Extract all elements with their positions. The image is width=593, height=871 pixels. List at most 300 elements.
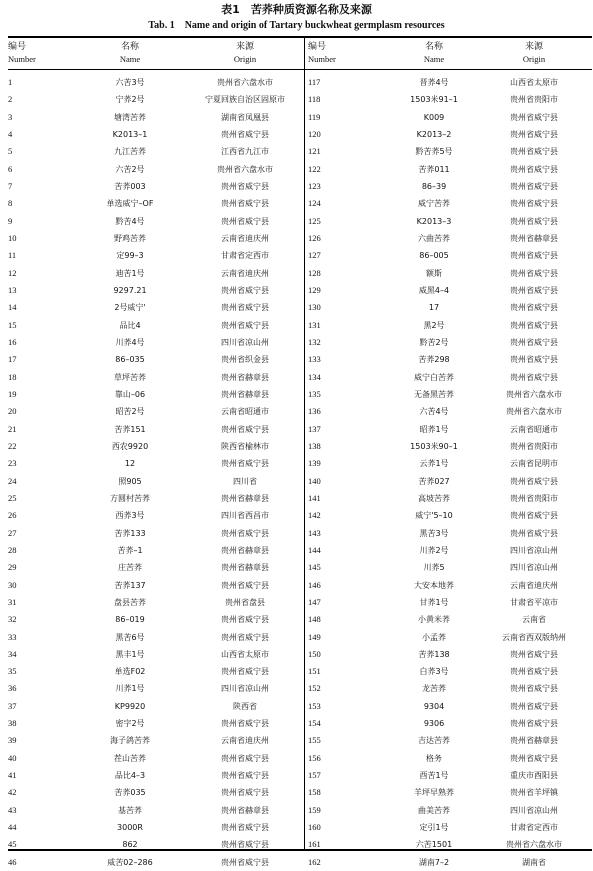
row-name: 塘湾苦荞 [114,112,146,122]
row-name: KP9920 [114,701,146,711]
row-name: 黔苦荞5号 [415,147,453,157]
row-name: 86–035 [115,355,145,365]
row-name: 盘县苦荞 [114,597,146,607]
row-number: 2 [8,94,13,105]
row-origin: 贵州省赫章县 [221,805,269,815]
row-number: 161 [308,839,321,850]
row-number: 131 [308,319,321,330]
table-row [308,178,592,195]
row-origin: 重庆市酉阳县 [510,771,558,781]
row-name: 额斯 [426,268,442,278]
table-row [308,802,592,819]
row-origin: 甘肃省定西市 [221,251,269,261]
table-row [308,74,592,91]
row-name: 六苦1501 [415,840,453,850]
table-row [308,698,592,715]
left-rows [8,74,304,871]
row-number: 35 [8,666,17,677]
row-number: 46 [8,856,17,867]
table-row [8,178,304,195]
row-origin: 贵州省威宁县 [510,753,558,763]
row-origin: 贵州省威宁县 [510,649,558,659]
row-name: 威黑4–4 [418,285,450,295]
table-row [308,646,592,663]
row-origin: 贵州省威宁县 [221,771,269,781]
row-number: 10 [8,232,17,243]
row-name: 苦荞–1 [117,545,143,555]
row-number: 140 [308,475,321,486]
table-row [308,819,592,836]
table-row [308,143,592,160]
table-row [308,213,592,230]
row-origin: 甘肃省平凉市 [510,597,558,607]
row-number: 124 [308,198,321,209]
header-name [80,41,180,65]
row-name: 86–39 [421,181,447,191]
row-origin: 贵州省威宁县 [221,285,269,295]
row-number: 156 [308,752,321,763]
row-origin: 贵州省赫章县 [510,233,558,243]
row-number: 4 [8,128,13,139]
table-row [308,230,592,247]
row-number: 162 [308,856,321,867]
row-number: 145 [308,562,321,573]
row-origin: 江西省九江市 [221,147,269,157]
table-header [308,41,592,71]
row-name: 大安本地荞 [414,580,454,590]
row-name: 甘荞1号 [419,597,449,607]
row-origin: 贵州省赫章县 [221,389,269,399]
row-name: 定引1号 [419,823,449,833]
table-row [308,629,592,646]
table-row [8,230,304,247]
header-name-en: Name [423,54,445,64]
table-row [8,317,304,334]
table-row [308,351,592,368]
row-origin: 云南省 [522,615,546,625]
row-origin: 陕西省榆林市 [221,441,269,451]
row-name: 基苦荞 [118,805,142,815]
table-row [308,455,592,472]
table-row [308,265,592,282]
row-name: 川荞1号 [115,684,145,694]
row-name: 川荞2号 [419,545,449,555]
row-number: 126 [308,232,321,243]
row-number: 135 [308,388,321,399]
row-origin: 贵州省威宁县 [510,372,558,382]
header-number-cn: 编号 [308,42,327,52]
header-origin-cn: 来源 [524,42,543,52]
row-number: 9 [8,215,13,226]
row-name: 湖南7–2 [418,857,450,867]
table-row [8,351,304,368]
table-row [8,455,304,472]
row-name: 黔苦4号 [115,216,145,226]
row-name: 六苦4号 [419,407,449,417]
row-name: 3000R [117,823,143,833]
row-name: 86–019 [115,615,145,625]
row-origin: 贵州省赫章县 [221,545,269,555]
table-row [8,819,304,836]
row-name: 野鸡苦荞 [114,233,146,243]
table-row [308,784,592,801]
table-row [8,403,304,420]
table-row [8,490,304,507]
table-row [308,282,592,299]
row-name: 羊坪早熟荞 [414,788,454,798]
row-name: 西农9920 [111,441,149,451]
row-name: 2号威宁' [114,303,146,313]
row-origin: 贵州省六盘水市 [217,164,273,174]
header-name [384,41,484,65]
row-number: 146 [308,579,321,590]
row-number: 21 [8,423,17,434]
row-name: 黔苦2号 [419,337,449,347]
row-number: 121 [308,146,321,157]
table-row [8,594,304,611]
row-name: 单选F02 [114,667,146,677]
table-row [308,767,592,784]
row-name: 黑苦3号 [419,528,449,538]
table-row [308,680,592,697]
row-name: 黑2号 [423,320,445,330]
row-number: 43 [8,804,17,815]
row-name: 云荞1号 [419,459,449,469]
table-row [308,299,592,316]
row-name: 白荞3号 [419,667,449,677]
table-row [308,317,592,334]
row-number: 36 [8,683,17,694]
row-number: 14 [8,302,17,313]
table-row [8,559,304,576]
row-number: 150 [308,648,321,659]
row-name: 昭荞1号 [419,424,449,434]
row-number: 34 [8,648,17,659]
row-origin: 贵州省赫章县 [221,493,269,503]
header-name-en: Name [119,54,141,64]
table-row [8,507,304,524]
row-name: 六苦2号 [115,164,145,174]
row-origin: 贵州省盘县 [225,597,265,607]
row-origin: 贵州省威宁县 [221,320,269,330]
row-origin: 贵州省羊坪镇 [510,788,558,798]
header-name-cn: 名称 [120,42,139,52]
row-number: 19 [8,388,17,399]
row-origin: 贵州省威宁县 [510,476,558,486]
row-number: 139 [308,458,321,469]
row-origin: 贵州省威宁县 [510,701,558,711]
row-number: 118 [308,94,321,105]
row-origin: 贵州省赫章县 [221,563,269,573]
row-name: 方圆村苦荞 [110,493,150,503]
row-origin: 四川省凉山州 [221,337,269,347]
header-origin [186,41,304,65]
row-name: 86–005 [419,251,449,261]
row-name: 迪苦1号 [115,268,145,278]
row-origin: 贵州省威宁县 [221,424,269,434]
row-number: 157 [308,770,321,781]
row-number: 154 [308,718,321,729]
row-origin: 贵州省威宁县 [510,216,558,226]
row-origin: 云南省昭通市 [221,407,269,417]
row-number: 151 [308,666,321,677]
row-number: 130 [308,302,321,313]
row-name: 晋荞4号 [419,78,449,87]
row-name: 六苦3号 [115,78,145,87]
row-number: 149 [308,631,321,642]
table-row [308,334,592,351]
row-name: 小黄米荞 [418,615,450,625]
row-number: 33 [8,631,17,642]
row-number: 134 [308,371,321,382]
header-origin-en: Origin [522,54,546,64]
row-number: 122 [308,163,321,174]
row-name: 9306 [423,719,445,729]
row-name: K2013–3 [416,216,452,226]
row-origin: 贵州省威宁县 [510,181,558,191]
row-name: 川荞5 [423,563,445,573]
row-number: 45 [8,839,17,850]
table-row [8,680,304,697]
header-number [308,41,348,65]
table-row [8,143,304,160]
row-origin: 贵州省赫章县 [510,736,558,746]
table-row [8,161,304,178]
row-origin: 贵州省威宁县 [221,788,269,798]
row-number: 133 [308,354,321,365]
row-name: 定99–3 [116,251,144,261]
row-origin: 贵州省威宁县 [510,355,558,365]
row-number: 31 [8,596,17,607]
column-divider [304,37,305,849]
row-number: 13 [8,284,17,295]
row-number: 3 [8,111,13,122]
table-row [308,507,592,524]
table-row [8,611,304,628]
row-name: 862 [122,840,138,850]
table-row [8,629,304,646]
row-origin: 贵州省威宁县 [510,164,558,174]
row-name: 9304 [423,701,445,711]
table-header [8,41,304,71]
row-origin: 贵州省威宁县 [510,147,558,157]
table-row [8,542,304,559]
row-name: 茬山苦荞 [114,753,146,763]
row-number: 5 [8,146,13,157]
row-name: 高坡苦荞 [418,493,450,503]
row-origin: 贵州省威宁县 [221,216,269,226]
table-row [308,386,592,403]
header-origin [476,41,592,65]
row-origin: 贵州省织金县 [221,355,269,365]
table-row [8,109,304,126]
table-row [8,74,304,91]
row-name: 苦荞027 [418,476,450,486]
row-number: 125 [308,215,321,226]
row-name: 酉苦1号 [419,771,449,781]
row-name: 九江苦荞 [114,147,146,157]
row-origin: 四川省凉山州 [510,563,558,573]
row-number: 143 [308,527,321,538]
row-origin: 贵州省威宁县 [510,667,558,677]
row-name: 威宁苦荞 [418,199,450,209]
row-origin: 贵州省威宁县 [221,580,269,590]
row-origin: 贵州省威宁县 [510,684,558,694]
row-name: 1503米90–1 [410,441,458,451]
row-number: 44 [8,822,17,833]
header-origin-cn: 来源 [235,42,254,52]
row-name: K2013–1 [112,129,148,139]
row-origin: 山西省太原市 [221,649,269,659]
row-number: 42 [8,787,17,798]
row-name: 1503米91–1 [410,95,458,105]
row-name: 庄苦荞 [118,563,142,573]
table-row [8,369,304,386]
row-name: 昭苦2号 [115,407,145,417]
row-number: 144 [308,544,321,555]
row-number: 127 [308,250,321,261]
table-row [308,438,592,455]
row-origin: 贵州省威宁县 [510,285,558,295]
row-origin: 贵州省威宁县 [221,840,269,850]
row-origin: 宁夏回族自治区固原市 [205,95,285,105]
row-number: 119 [308,111,321,122]
table-row [308,542,592,559]
row-origin: 贵州省威宁县 [221,857,269,867]
row-number: 147 [308,596,321,607]
table-row [8,282,304,299]
row-name: 照905 [118,476,142,486]
table-row [308,577,592,594]
table-row [8,784,304,801]
row-number: 29 [8,562,17,573]
row-name: 曲美苦荞 [418,805,450,815]
row-origin: 四川省凉山州 [510,805,558,815]
table-row [8,698,304,715]
row-origin: 贵州省威宁县 [221,303,269,313]
row-name: 苦荞035 [114,788,146,798]
row-number: 160 [308,822,321,833]
row-number: 123 [308,180,321,191]
row-number: 28 [8,544,17,555]
row-origin: 贵州省威宁县 [510,251,558,261]
table-row [308,91,592,108]
row-number: 39 [8,735,17,746]
row-origin: 贵州省威宁县 [510,303,558,313]
table-row [8,715,304,732]
row-name: 单选威宁–OF [106,199,154,209]
table-row [8,802,304,819]
header-number [8,41,48,65]
row-name: 黑苦6号 [115,632,145,642]
row-number: 25 [8,492,17,503]
table-row [8,386,304,403]
row-origin: 贵州省威宁县 [221,753,269,763]
table-row [8,732,304,749]
row-name: 黑丰1号 [115,649,145,659]
table-row [308,247,592,264]
table-row [308,732,592,749]
row-origin: 贵州省六盘水市 [506,389,562,399]
row-number: 136 [308,406,321,417]
table-row [308,195,592,212]
table-row [308,490,592,507]
row-origin: 云南省昆明市 [510,459,558,469]
row-number: 17 [8,354,17,365]
row-number: 1 [8,77,13,87]
row-origin: 贵州省赫章县 [221,372,269,382]
table-row [8,646,304,663]
table-row [8,334,304,351]
row-number: 8 [8,198,13,209]
row-name: 密字2号 [115,719,145,729]
top-rule [8,36,592,38]
table-row [8,438,304,455]
row-number: 6 [8,163,13,174]
table-row [8,473,304,490]
row-name: 六曲苦荞 [418,233,450,243]
table-row [8,247,304,264]
row-name: 苦荞298 [418,355,450,365]
row-number: 38 [8,718,17,729]
header-number-en: Number [308,54,336,64]
row-number: 37 [8,700,17,711]
row-number: 24 [8,475,17,486]
row-number: 141 [308,492,321,503]
row-origin: 贵州省威宁县 [510,337,558,347]
row-origin: 贵州省六盘水市 [506,840,562,850]
row-name: 靠山–06 [114,389,146,399]
header-name-cn: 名称 [424,42,443,52]
table-row [8,265,304,282]
row-origin: 贵州省六盘水市 [217,78,273,87]
table-row [8,663,304,680]
row-number: 12 [8,267,17,278]
row-origin: 贵州省贵阳市 [510,441,558,451]
header-number-cn: 编号 [8,42,27,52]
row-number: 137 [308,423,321,434]
row-origin: 山西省太原市 [510,78,558,87]
table-row [308,473,592,490]
row-name: 品比4–3 [114,771,146,781]
row-origin: 甘肃省定西市 [510,823,558,833]
table-row [308,750,592,767]
table-row [8,299,304,316]
table-row [8,854,304,871]
table-row [308,421,592,438]
table-row [8,213,304,230]
row-number: 16 [8,336,17,347]
row-origin: 四川省西昌市 [221,511,269,521]
table-row [8,421,304,438]
row-name: 西荞3号 [115,511,145,521]
row-origin: 湖南省 [522,857,546,867]
row-name: 威宁'5–10 [415,511,453,521]
row-number: 41 [8,770,17,781]
row-origin: 四川省 [233,476,257,486]
row-number: 153 [308,700,321,711]
row-origin: 贵州省威宁县 [221,199,269,209]
row-origin: 贵州省威宁县 [221,823,269,833]
table-row [8,525,304,542]
row-number: 120 [308,128,321,139]
row-name: 小孟荞 [422,632,446,642]
row-name: 宁荞2号 [115,95,145,105]
row-name: 9297.21 [113,285,147,295]
table-row [308,559,592,576]
row-origin: 贵州省威宁县 [510,320,558,330]
table-row [308,854,592,871]
